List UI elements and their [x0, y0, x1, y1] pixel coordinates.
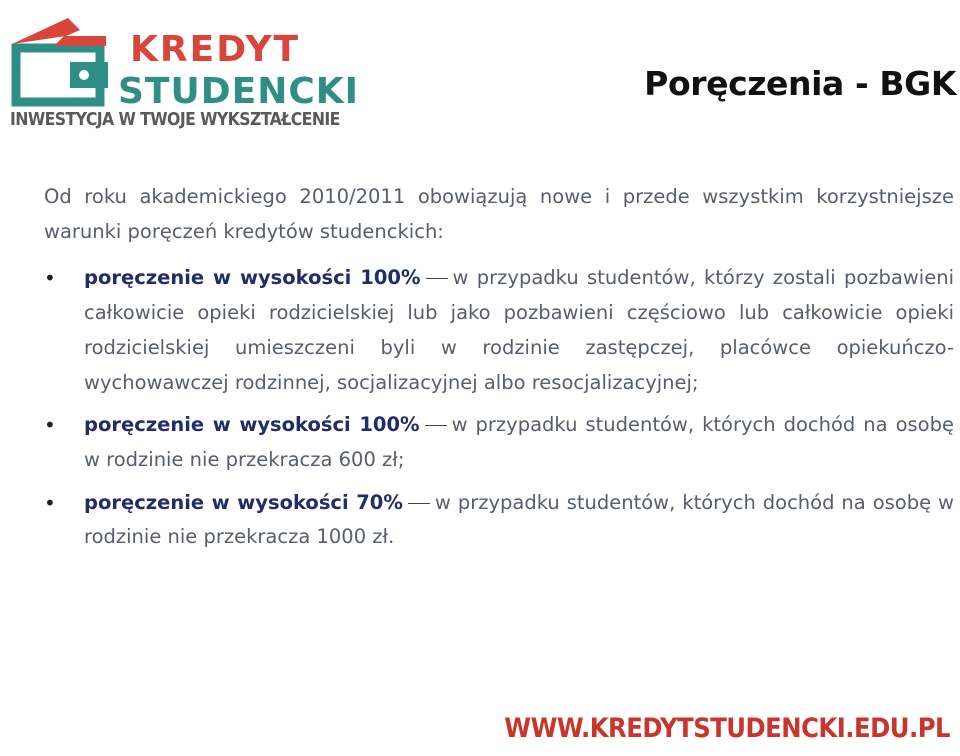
- bullet-text: w przypadku studentów, którzy zostali pozbawieni całkowicie opieki rodzicielskiej lub jako pozbawieni częściowo lub całkowicie opieki rodzicielskiej umieszczeni byli w rodzinie zastępczej, placówce opiekuńczo-wychowawczej rodzinnej, socjalizacyjnej albo resocjalizacyjnej;: [84, 266, 955, 394]
- dash-divider: [426, 278, 448, 279]
- bullet-bold-text: poręczenie w wysokości 100%: [84, 413, 420, 437]
- slide-content: [44, 180, 954, 563]
- dash-divider: [408, 503, 430, 504]
- kredyt-studencki-logo: [8, 14, 360, 138]
- bullet-icon: •: [44, 490, 56, 515]
- logo-tagline: INWESTYCJA W TWOJE WYKSZTAŁCENIE: [10, 110, 340, 130]
- list-item: [44, 261, 954, 400]
- footer-url: WWW.KREDYTSTUDENCKI.EDU.PL: [504, 713, 950, 744]
- logo-studencki-text: STUDENCKI: [118, 71, 360, 112]
- bullet-text: w przypadku studentów, których dochód na osobę w rodzinie nie przekracza 600 zł;: [84, 413, 954, 471]
- list-item: [44, 408, 954, 477]
- bullet-icon: •: [44, 266, 56, 291]
- slide-title: Poręczenia - BGK: [644, 64, 956, 103]
- bullet-bold-text: poręczenie w wysokości 70%: [84, 490, 403, 514]
- bullet-list: [44, 261, 954, 555]
- intro-paragraph: Od roku akademickiego 2010/2011 obowiązują nowe i przede wszystkim korzystniejsze warunki poręczeń kredytów studenckich:: [44, 185, 954, 243]
- dash-divider: [425, 425, 447, 426]
- logo-kredyt-text: KREDYT: [130, 29, 301, 70]
- wallet-icon: [8, 14, 128, 114]
- bullet-text: w przypadku studentów, których dochód na osobę w rodzinie nie przekracza 1000 zł.: [84, 490, 954, 549]
- bullet-bold-text: poręczenie w wysokości 100%: [84, 266, 421, 290]
- bullet-icon: •: [44, 413, 56, 438]
- list-item: [44, 486, 954, 555]
